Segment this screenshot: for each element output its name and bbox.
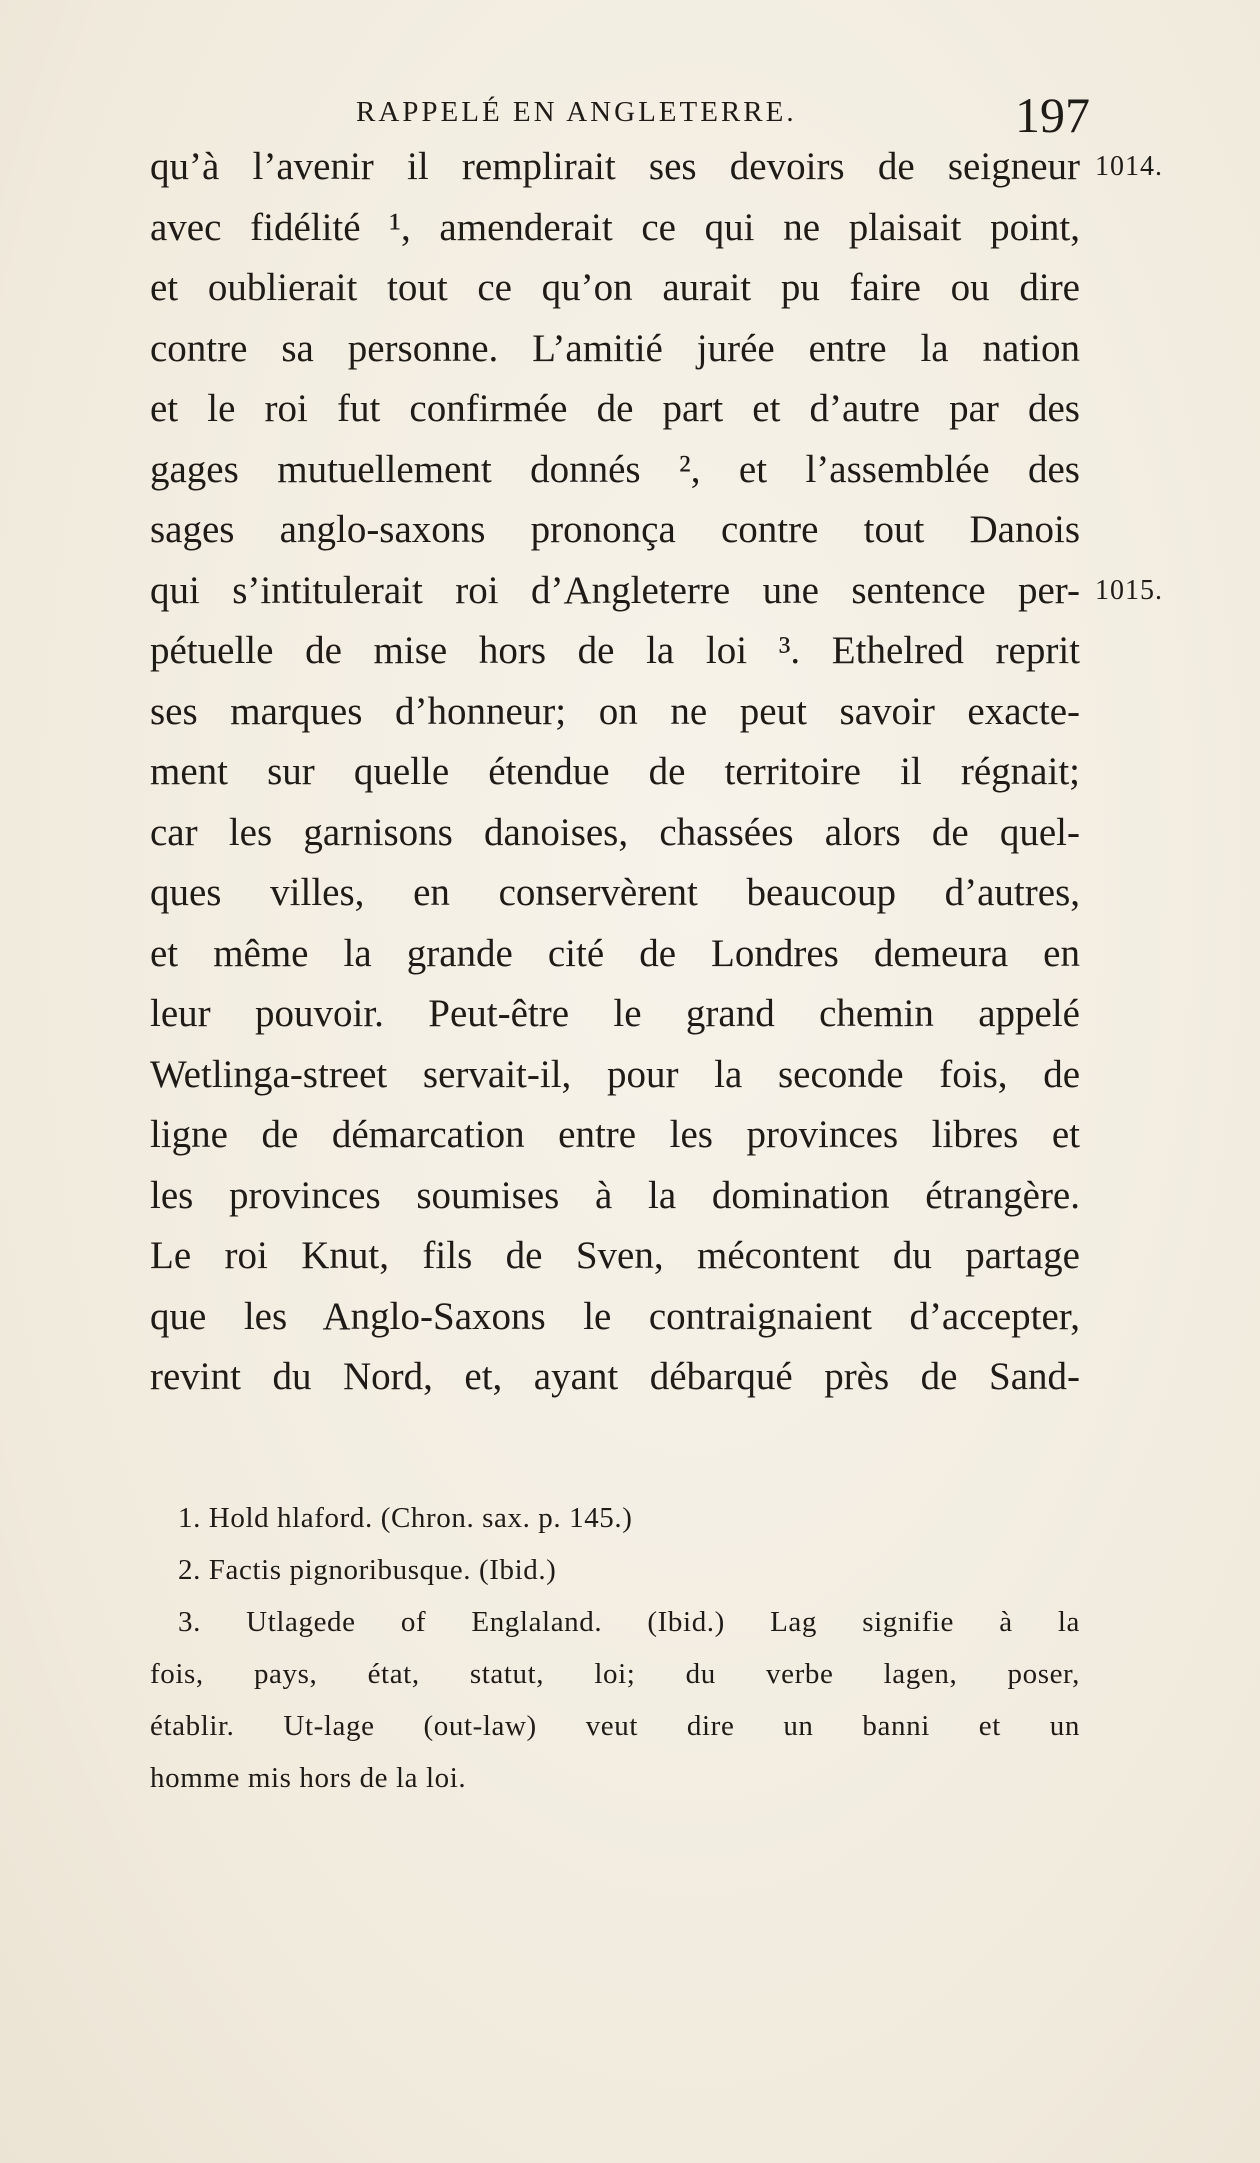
- text-line: qui s’intitulerait roi d’Angleterre une sentence per- 1015.: [150, 561, 1080, 622]
- text-line: que les Anglo-Saxons le contraignaient d’accepter,: [150, 1294, 1080, 1338]
- margin-year: 1015.: [1095, 574, 1163, 606]
- text-line: qu’à l’avenir il remplirait ses devoirs de seigneur 1014.: [150, 137, 1080, 198]
- text-line: pétuelle de mise hors de la loi ³. Ethelred reprit: [150, 629, 1080, 672]
- text-line: et même la grande cité de Londres demeura en: [150, 931, 1080, 975]
- text-line: avec fidélité ¹, amenderait ce qui ne plaisait point,: [150, 205, 1080, 249]
- text-line: ses marques d’honneur; on ne peut savoir exacte-: [150, 689, 1080, 733]
- footnote-1: 1. Hold hlaford. (Chron. sax. p. 145.): [178, 1502, 633, 1534]
- footnotes: [150, 1492, 1080, 1804]
- page-number: 197: [1015, 87, 1090, 143]
- text-line: leur pouvoir. Peut-être le grand chemin appelé: [150, 992, 1080, 1035]
- text-line: ligne de démarcation entre les provinces libres et: [150, 1113, 1080, 1156]
- footnote-3: 3. Utlagede of Englaland. (Ibid.) Lag signifie à la: [178, 1606, 1080, 1638]
- text-line: car les garnisons danoises, chassées alors de quel-: [150, 810, 1080, 854]
- text-line: et le roi fut confirmée de part et d’autre par des: [150, 387, 1080, 430]
- text-line: gages mutuellement donnés ², et l’assemblée des: [150, 447, 1080, 491]
- text-line: et oublierait tout ce qu’on aurait pu faire ou dire: [150, 266, 1080, 309]
- footnote-3-cont: homme mis hors de la loi.: [150, 1762, 467, 1794]
- body-text: [150, 137, 1163, 1408]
- text-line: ment sur quelle étendue de territoire il régnait;: [150, 750, 1080, 793]
- text-line: sages anglo-saxons prononça contre tout Danois: [150, 508, 1080, 551]
- text-line: Le roi Knut, fils de Sven, mécontent du partage: [150, 1234, 1080, 1277]
- running-head: RAPPELÉ EN ANGLETERRE.: [356, 96, 797, 128]
- text-line: ques villes, en conservèrent beaucoup d’autres,: [150, 871, 1080, 914]
- footnote-3-cont: établir. Ut-lage (out-law) veut dire un banni et un: [150, 1710, 1080, 1742]
- footnote-3-cont: fois, pays, état, statut, loi; du verbe lagen, poser,: [150, 1658, 1080, 1690]
- text-line: Wetlinga-street servait-il, pour la seconde fois, de: [150, 1052, 1080, 1096]
- text-line: revint du Nord, et, ayant débarqué près de Sand-: [150, 1355, 1080, 1398]
- footnote-2: 2. Factis pignoribusque. (Ibid.): [178, 1554, 557, 1586]
- margin-year: 1014.: [1095, 151, 1163, 182]
- text-line: les provinces soumises à la domination étrangère.: [150, 1173, 1080, 1217]
- text-line: contre sa personne. L’amitié jurée entre la nation: [150, 326, 1080, 370]
